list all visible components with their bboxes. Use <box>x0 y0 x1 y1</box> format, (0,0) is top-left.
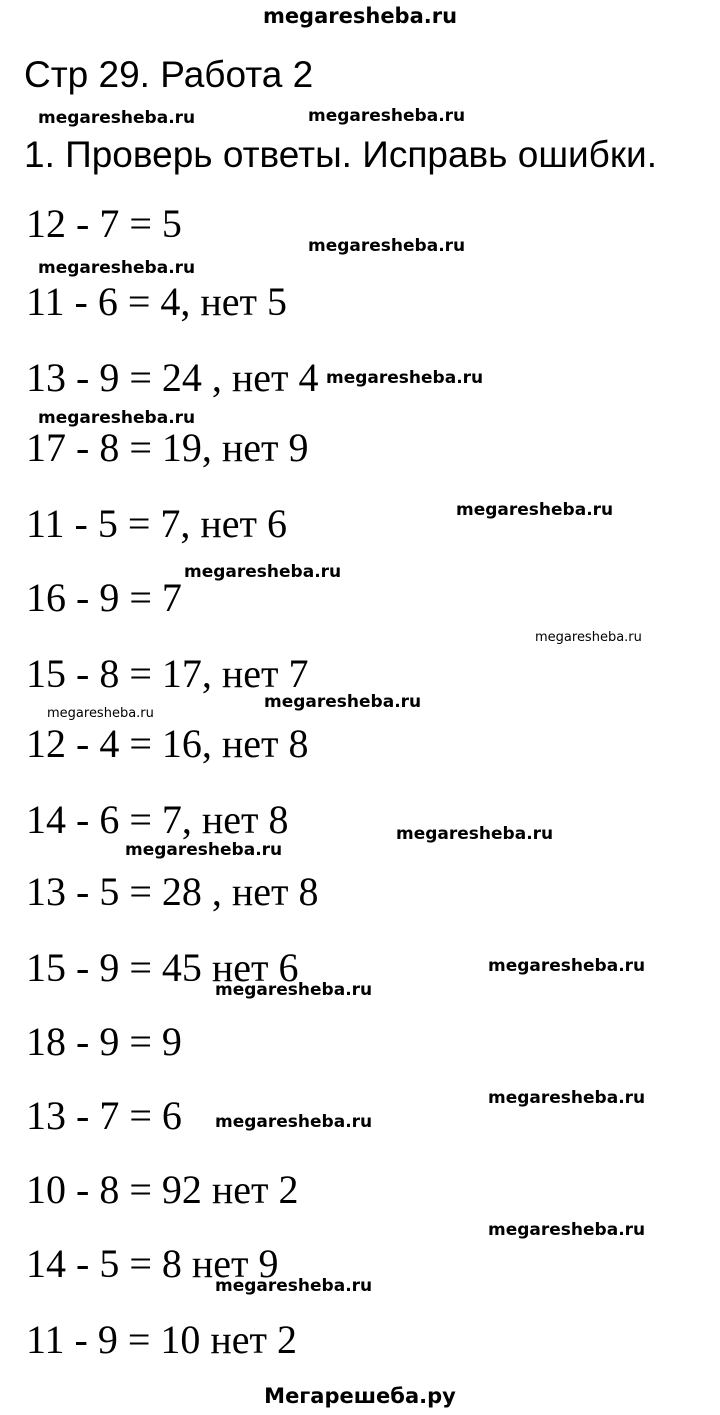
equation-line: 10 - 8 = 92 нет 2 <box>26 1167 299 1212</box>
watermark: megaresheba.ru <box>125 840 283 860</box>
equation-line: 14 - 5 = 8 нет 9 <box>26 1241 279 1286</box>
equation-line: 11 - 6 = 4, нет 5 <box>26 279 288 324</box>
watermark: megaresheba.ru <box>396 824 554 844</box>
watermark: megaresheba.ru <box>488 1220 646 1240</box>
watermark: megaresheba.ru <box>215 1276 373 1296</box>
watermark: megaresheba.ru <box>215 980 373 1000</box>
equation-line: 15 - 9 = 45 нет 6 <box>26 945 299 990</box>
watermark: megaresheba.ru <box>456 500 614 520</box>
watermark: megaresheba.ru <box>184 562 342 582</box>
equation-line: 13 - 9 = 24 , нет 4 <box>26 355 319 400</box>
equation-line: 18 - 9 = 9 <box>26 1019 182 1064</box>
watermark: megaresheba.ru <box>308 106 466 126</box>
watermark: megaresheba.ru <box>38 408 196 428</box>
watermark: megaresheba.ru <box>326 368 484 388</box>
equation-line: 13 - 7 = 6 <box>26 1093 182 1138</box>
equation-line: 14 - 6 = 7, нет 8 <box>26 797 289 842</box>
task-heading: 1. Проверь ответы. Исправь ошибки. <box>24 134 657 175</box>
equation-line: 11 - 5 = 7, нет 6 <box>26 501 288 546</box>
equation-line: 12 - 4 = 16, нет 8 <box>26 721 309 766</box>
watermark: megaresheba.ru <box>38 108 196 128</box>
equation-line: 16 - 9 = 7 <box>26 575 182 620</box>
watermark: megaresheba.ru <box>38 258 196 278</box>
page-title: Стр 29. Работа 2 <box>24 54 314 95</box>
site-header: megaresheba.ru <box>262 4 458 28</box>
watermark: megaresheba.ru <box>47 706 154 721</box>
watermark: megaresheba.ru <box>488 956 646 976</box>
equation-line: 12 - 7 = 5 <box>26 201 182 246</box>
equation-line: 13 - 5 = 28 , нет 8 <box>26 869 319 914</box>
watermark: megaresheba.ru <box>215 1112 373 1132</box>
watermark: megaresheba.ru <box>264 692 422 712</box>
watermark: megaresheba.ru <box>308 236 466 256</box>
equation-line: 17 - 8 = 19, нет 9 <box>26 425 309 470</box>
equation-line: 15 - 8 = 17, нет 7 <box>26 651 309 696</box>
watermark: megaresheba.ru <box>535 630 642 645</box>
watermark: megaresheba.ru <box>488 1088 646 1108</box>
equation-line: 11 - 9 = 10 нет 2 <box>26 1317 298 1362</box>
site-footer: Мегарешеба.ру <box>264 1384 456 1408</box>
